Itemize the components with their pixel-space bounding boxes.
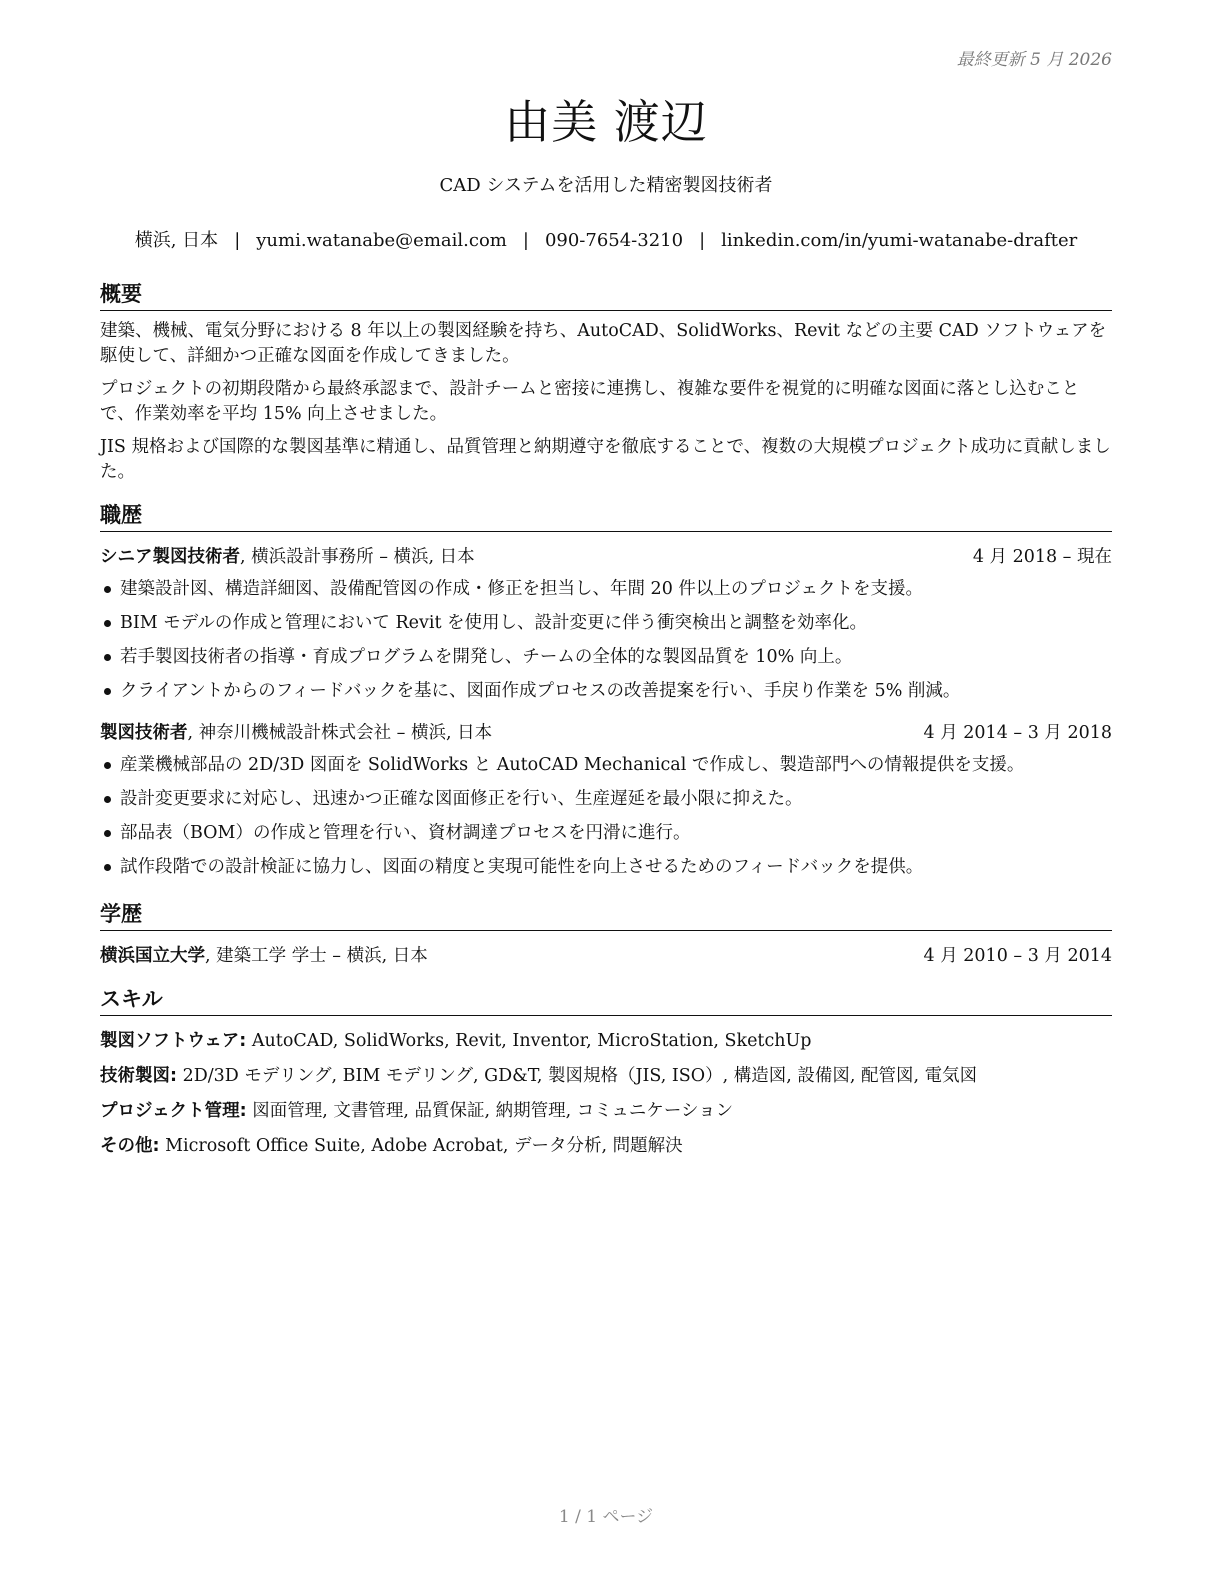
job-entry [100,720,1112,884]
tagline: CAD システムを活用した精密製図技術者 [439,175,773,196]
job-organization: , 神奈川機械設計株式会社 – 横浜, 日本 [187,723,493,743]
job-role: シニア製図技術者 [100,547,240,567]
job-bullet: 産業機械部品の 2D/3D 図面を SolidWorks と AutoCAD Mechanical で作成し、製造部門への情報提供を支援。 [100,748,1112,782]
skill-row [100,1024,1112,1059]
skill-value: Microsoft Office Suite, Adobe Acrobat, データ分析, 問題解決 [159,1136,683,1156]
skill-label: その他: [100,1136,160,1156]
job-bullet: 設計変更要求に対応し、迅速かつ正確な図面修正を行い、生産遅延を最小限に抑えた。 [100,782,1112,816]
summary-paragraph: JIS 規格および国際的な製図基準に精通し、品質管理と納期遵守を徹底することで、複数の大規模プロジェクト成功に貢献しました。 [100,437,1111,482]
summary-section [100,278,1112,485]
resume-content [100,278,1112,1164]
education-degree: , 建築工学 学士 – 横浜, 日本 [205,946,428,966]
section-title-skills: スキル [100,983,1112,1016]
job-bullet: 試作段階での設計検証に協力し、図面の精度と実現可能性を向上させるためのフィードバックを提供。 [100,850,1112,884]
contact-separator: | [699,230,706,251]
education-school: 横浜国立大学 [100,946,205,966]
job-role: 製図技術者 [100,723,188,743]
job-header [100,720,1112,746]
page-indicator: 1 / 1 ページ [558,1507,654,1527]
section-title-education: 学歴 [100,898,1112,931]
job-bullet: 建築設計図、構造詳細図、設備配管図の作成・修正を担当し、年間 20 件以上のプロジェクトを支援。 [100,572,1112,606]
job-bullet: BIM モデルの作成と管理において Revit を使用し、設計変更に伴う衝突検出と調整を効率化。 [100,606,1112,640]
skill-value: AutoCAD, SolidWorks, Revit, Inventor, MicroStation, SketchUp [246,1031,812,1051]
skill-value: 図面管理, 文書管理, 品質保証, 納期管理, コミュニケーション [246,1101,734,1121]
job-bullet: 部品表（BOM）の作成と管理を行い、資材調達プロセスを円滑に進行。 [100,816,1112,850]
job-bullet: 若手製図技術者の指導・育成プログラムを開発し、チームの全体的な製図品質を 10% 向上。 [100,640,1112,674]
contact-separator: | [234,230,241,251]
section-title-experience: 職歴 [100,499,1112,532]
contact-line [100,226,1112,252]
skills-section [100,983,1112,1164]
candidate-name: 由美 渡辺 [504,95,708,149]
skill-row [100,1129,1112,1164]
skill-value: 2D/3D モデリング, BIM モデリング, GD&T, 製図規格（JIS, ISO）, 構造図, 設備図, 配管図, 電気図 [177,1066,978,1086]
education-dates: 4 月 2010 – 3 月 2014 [923,946,1112,966]
last-updated: 最終更新 5 月 2026 [956,50,1112,70]
job-title-line [100,544,475,570]
education-section [100,898,1112,969]
skills-list [100,1024,1112,1164]
skill-label: プロジェクト管理: [100,1101,247,1121]
skill-row [100,1059,1112,1094]
education-title-line [100,943,428,969]
job-bullets [100,748,1112,884]
summary-paragraph: 建築、機械、電気分野における 8 年以上の製図経験を持ち、AutoCAD、SolidWorks、Revit などの主要 CAD ソフトウェアを駆使して、詳細かつ正確な図面を作成してきました。 [100,321,1107,366]
job-title-line [100,720,492,746]
section-title-summary: 概要 [100,278,1112,311]
contact-email[interactable]: yumi.watanabe@email.com [256,230,507,251]
job-bullets [100,572,1112,708]
job-dates: 4 月 2018 – 現在 [972,547,1112,567]
contact-phone[interactable]: 090-7654-3210 [544,230,684,251]
job-organization: , 横浜設計事務所 – 横浜, 日本 [240,547,475,567]
job-entry [100,544,1112,708]
resume-page [100,0,1112,1584]
skill-label: 技術製図: [100,1066,177,1086]
skill-row [100,1094,1112,1129]
contact-location: 横浜, 日本 [134,230,219,251]
education-entry [100,943,1112,969]
job-dates: 4 月 2014 – 3 月 2018 [923,723,1112,743]
job-header [100,544,1112,570]
experience-section [100,499,1112,884]
contact-linkedin[interactable]: linkedin.com/in/yumi-watanabe-drafter [721,230,1078,251]
skill-label: 製図ソフトウェア: [100,1031,247,1051]
summary-paragraph: プロジェクトの初期段階から最終承認まで、設計チームと密接に連携し、複雑な要件を視覚的に明確な図面に落とし込むことで、作業効率を平均 15% 向上させました。 [100,379,1080,424]
job-bullet: クライアントからのフィードバックを基に、図面作成プロセスの改善提案を行い、手戻り作業を 5% 削減。 [100,674,1112,708]
contact-separator: | [522,230,529,251]
